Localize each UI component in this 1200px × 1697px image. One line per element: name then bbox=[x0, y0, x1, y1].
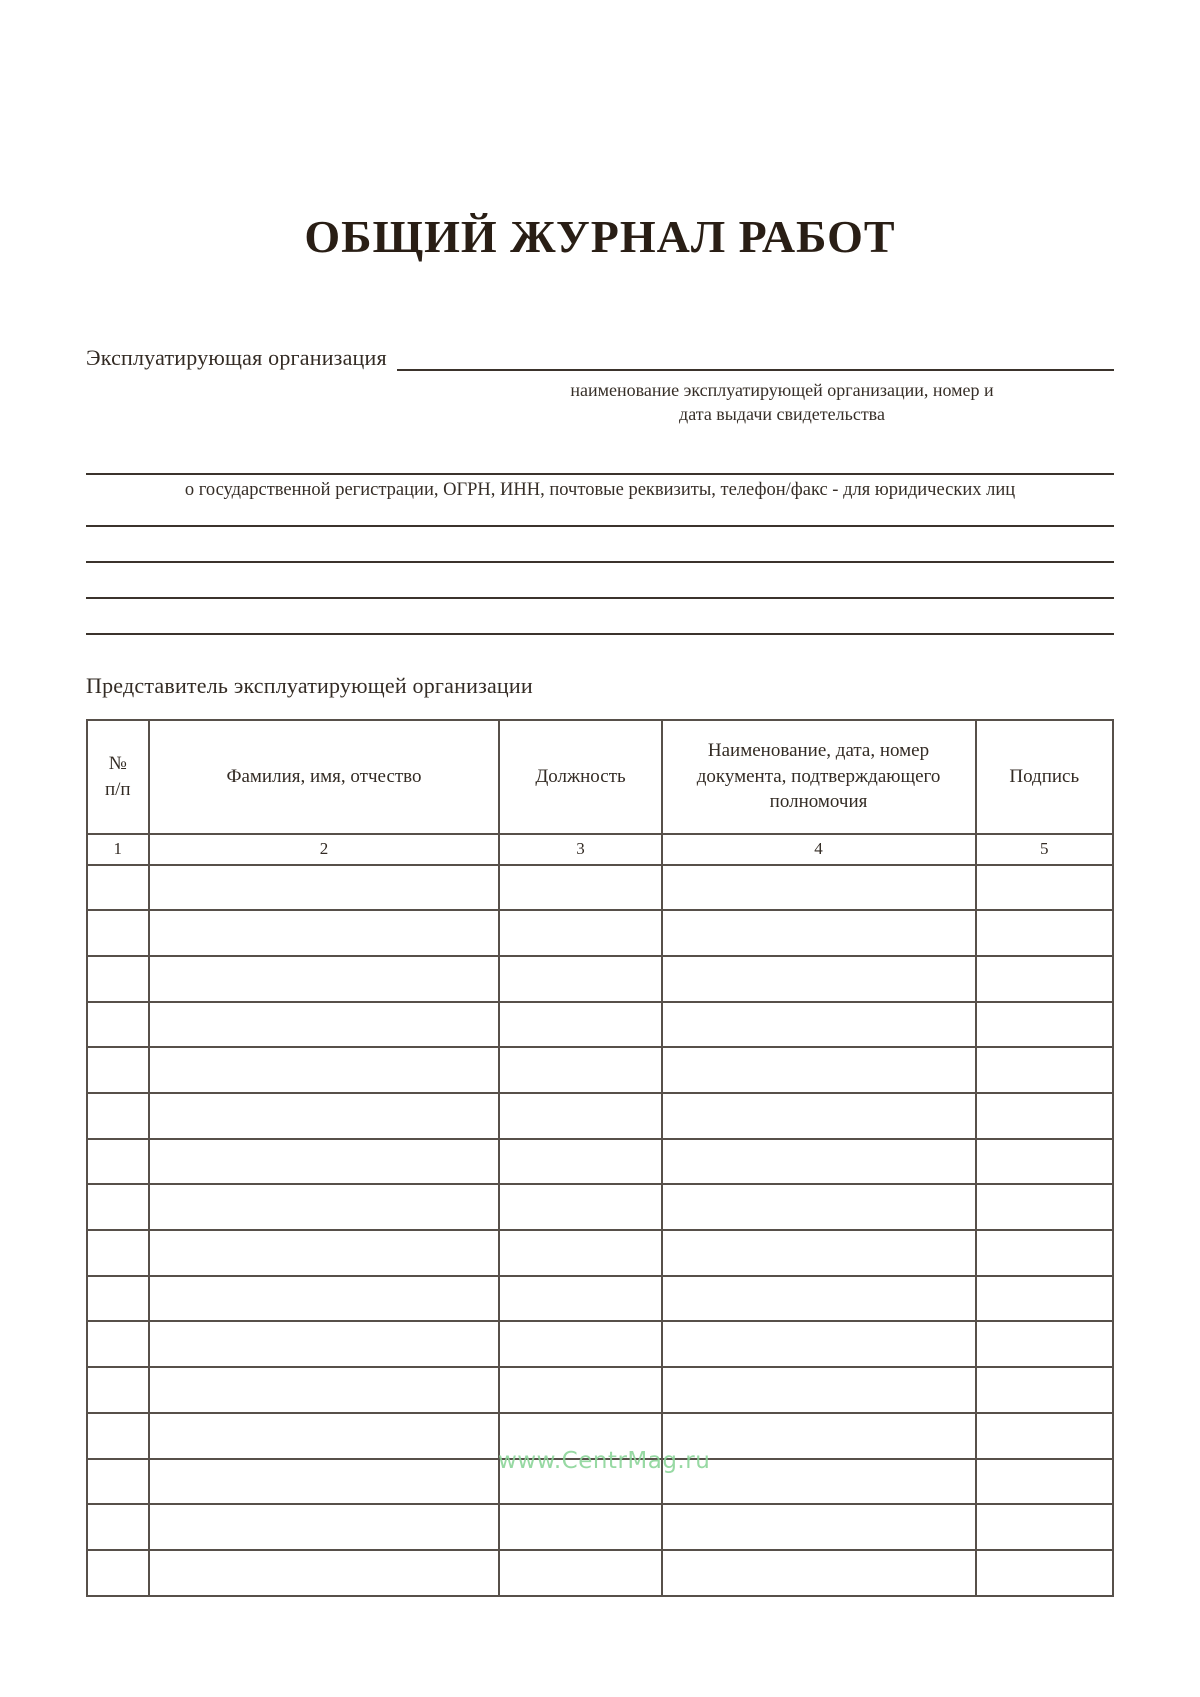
table-row bbox=[87, 1047, 1113, 1093]
table-cell bbox=[149, 1550, 500, 1596]
table-cell bbox=[662, 1139, 976, 1185]
table-cell bbox=[87, 1459, 149, 1505]
table-cell bbox=[499, 1230, 661, 1276]
table-cell bbox=[149, 1504, 500, 1550]
table-cell bbox=[149, 1184, 500, 1230]
table-cell bbox=[662, 1459, 976, 1505]
table-cell bbox=[87, 1184, 149, 1230]
table-cell bbox=[976, 1276, 1114, 1322]
table-cell bbox=[499, 1321, 661, 1367]
table-cell bbox=[976, 1413, 1114, 1459]
table-cell bbox=[662, 956, 976, 1002]
blank-fill-line bbox=[86, 501, 1114, 527]
table-cell bbox=[662, 865, 976, 911]
table-cell bbox=[499, 865, 661, 911]
column-number: 1 bbox=[87, 834, 149, 865]
table-cell bbox=[149, 1139, 500, 1185]
column-number: 4 bbox=[662, 834, 976, 865]
table-cell bbox=[499, 1550, 661, 1596]
table-cell bbox=[149, 1413, 500, 1459]
table-row bbox=[87, 1139, 1113, 1185]
table-row bbox=[87, 1459, 1113, 1505]
table-row bbox=[87, 1504, 1113, 1550]
page-title: ОБЩИЙ ЖУРНАЛ РАБОТ bbox=[304, 211, 896, 262]
table-cell bbox=[976, 1367, 1114, 1413]
column-header-num-line1: № bbox=[108, 752, 127, 774]
table-cell bbox=[87, 1093, 149, 1139]
table-cell bbox=[149, 1047, 500, 1093]
table-row bbox=[87, 1367, 1113, 1413]
table-cell bbox=[662, 1550, 976, 1596]
representatives-table bbox=[86, 719, 1114, 1597]
table-cell bbox=[87, 956, 149, 1002]
column-number: 3 bbox=[499, 834, 661, 865]
operating-org-caption-line1: наименование эксплуатирующей организации, номер и bbox=[570, 380, 994, 400]
table-cell bbox=[149, 1321, 500, 1367]
table-cell bbox=[976, 1002, 1114, 1048]
table-cell bbox=[149, 910, 500, 956]
table-cell bbox=[662, 1184, 976, 1230]
table-cell bbox=[662, 1367, 976, 1413]
table-cell bbox=[87, 1367, 149, 1413]
table-cell bbox=[976, 1184, 1114, 1230]
table-cell bbox=[87, 1047, 149, 1093]
table-cell bbox=[976, 1321, 1114, 1367]
blank-fill-line bbox=[86, 599, 1114, 635]
column-header-position: Должность bbox=[499, 720, 661, 834]
table-cell bbox=[499, 1184, 661, 1230]
table-cell bbox=[499, 1413, 661, 1459]
watermark-text: www.CentrMag.ru bbox=[498, 1448, 711, 1474]
table-cell bbox=[499, 1367, 661, 1413]
registration-fill-line bbox=[86, 473, 1114, 475]
table-cell bbox=[499, 1002, 661, 1048]
table-cell bbox=[87, 910, 149, 956]
table-cell bbox=[149, 1276, 500, 1322]
operating-org-fill-line bbox=[397, 343, 1114, 371]
table-row bbox=[87, 1002, 1113, 1048]
column-header-num bbox=[87, 720, 149, 834]
table-cell bbox=[662, 1002, 976, 1048]
table-cell bbox=[499, 1459, 661, 1505]
table-row bbox=[87, 1093, 1113, 1139]
table-cell bbox=[976, 1504, 1114, 1550]
column-header-document: Наименование, дата, номер документа, подтверждающего полномочия bbox=[662, 720, 976, 834]
table-cell bbox=[499, 956, 661, 1002]
table-cell bbox=[976, 910, 1114, 956]
table-cell bbox=[662, 1047, 976, 1093]
table-cell bbox=[149, 1367, 500, 1413]
blank-fill-line bbox=[86, 527, 1114, 563]
table-cell bbox=[499, 1047, 661, 1093]
table-cell bbox=[87, 865, 149, 911]
registration-caption: о государственной регистрации, ОГРН, ИНН, почтовые реквизиты, телефон/факс - для юридических лиц bbox=[184, 479, 1016, 500]
table-cell bbox=[976, 1459, 1114, 1505]
operating-org-label: Эксплуатирующая организация bbox=[86, 345, 387, 370]
table-row bbox=[87, 956, 1113, 1002]
table-cell bbox=[976, 1093, 1114, 1139]
column-number: 2 bbox=[149, 834, 500, 865]
table-cell bbox=[149, 1230, 500, 1276]
table-cell bbox=[662, 910, 976, 956]
representative-heading: Представитель эксплуатирующей организации bbox=[86, 672, 533, 698]
table-row bbox=[87, 1276, 1113, 1322]
table-row bbox=[87, 910, 1113, 956]
column-number-row bbox=[87, 834, 1113, 865]
table-cell bbox=[149, 1459, 500, 1505]
table-cell bbox=[499, 1276, 661, 1322]
operating-org-row bbox=[86, 343, 1114, 371]
table-row bbox=[87, 1550, 1113, 1596]
table-row bbox=[87, 1321, 1113, 1367]
operating-org-caption-line2: дата выдачи свидетельства bbox=[679, 404, 885, 425]
table-cell bbox=[87, 1321, 149, 1367]
table-cell bbox=[149, 865, 500, 911]
table-cell bbox=[87, 1002, 149, 1048]
table-cell bbox=[662, 1276, 976, 1322]
table-cell bbox=[499, 1504, 661, 1550]
column-header-num-line2: п/п bbox=[104, 778, 131, 800]
table-cell bbox=[976, 1139, 1114, 1185]
table-cell bbox=[87, 1550, 149, 1596]
table-row bbox=[87, 1413, 1113, 1459]
table-cell bbox=[662, 1093, 976, 1139]
table-cell bbox=[149, 1002, 500, 1048]
operating-org-caption bbox=[450, 378, 1114, 427]
table-header-row bbox=[87, 720, 1113, 834]
table-cell bbox=[662, 1321, 976, 1367]
table-cell bbox=[662, 1230, 976, 1276]
table-cell bbox=[499, 1093, 661, 1139]
table-row bbox=[87, 865, 1113, 911]
table-cell bbox=[976, 1550, 1114, 1596]
table-cell bbox=[499, 910, 661, 956]
table-cell bbox=[149, 956, 500, 1002]
representatives-table-body bbox=[87, 865, 1113, 1596]
table-cell bbox=[662, 1413, 976, 1459]
table-cell bbox=[662, 1504, 976, 1550]
blank-fill-line bbox=[86, 563, 1114, 599]
table-cell bbox=[976, 1047, 1114, 1093]
column-header-signature: Подпись bbox=[976, 720, 1114, 834]
table-cell bbox=[87, 1230, 149, 1276]
blank-lines bbox=[86, 501, 1114, 635]
table-cell bbox=[87, 1139, 149, 1185]
table-row bbox=[87, 1230, 1113, 1276]
table-cell bbox=[499, 1139, 661, 1185]
table-row bbox=[87, 1184, 1113, 1230]
table-cell bbox=[976, 956, 1114, 1002]
table-cell bbox=[87, 1276, 149, 1322]
table-cell bbox=[87, 1504, 149, 1550]
column-header-name: Фамилия, имя, отчество bbox=[149, 720, 500, 834]
table-cell bbox=[976, 1230, 1114, 1276]
table-cell bbox=[976, 865, 1114, 911]
table-cell bbox=[149, 1093, 500, 1139]
column-number: 5 bbox=[976, 834, 1114, 865]
table-cell bbox=[87, 1413, 149, 1459]
